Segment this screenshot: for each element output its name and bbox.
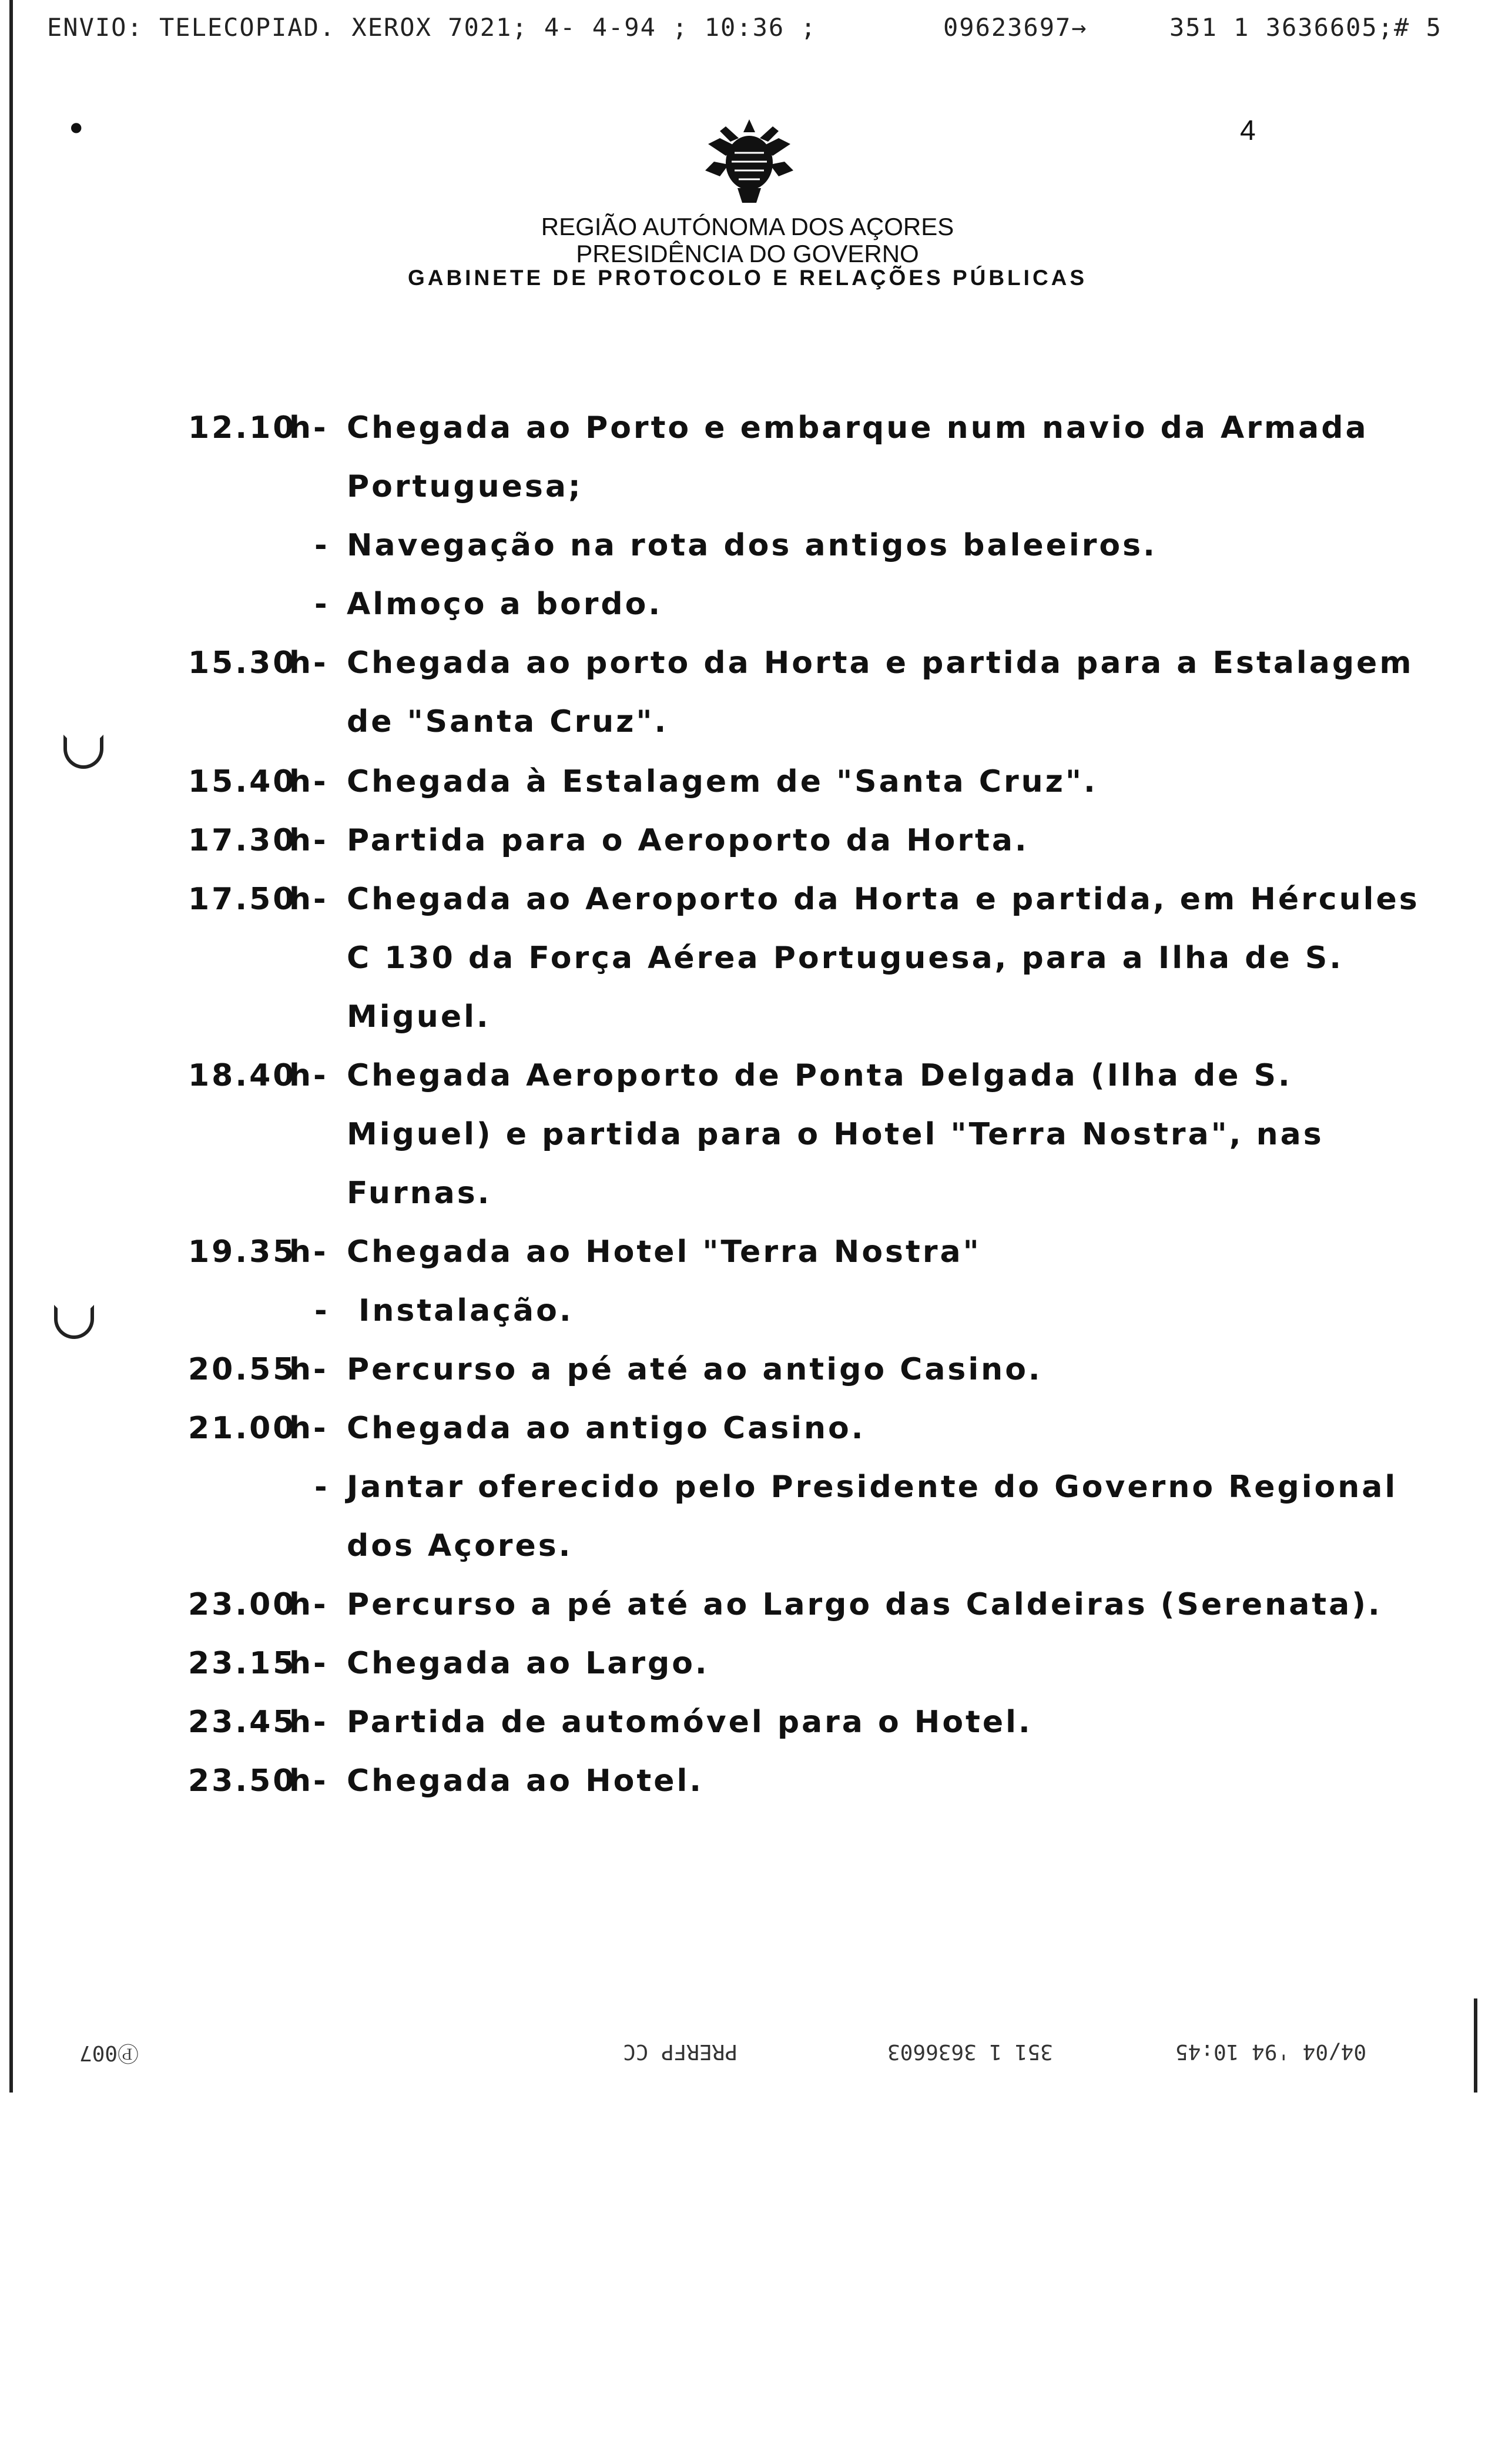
footer-date: 04/04 '94 10:45: [1175, 2040, 1367, 2064]
letterhead-presidency: PRESIDÊNCIA DO GOVERNO: [576, 240, 919, 267]
schedule-text: Chegada Aeroporto de Ponta Delgada (Ilha de S.: [347, 1058, 1292, 1093]
bullet-dash: -: [314, 528, 330, 563]
schedule-hour-marker: h-: [289, 764, 329, 799]
schedule-text: Percurso a pé até ao antigo Casino.: [347, 1352, 1043, 1387]
schedule-time: 12.10: [188, 410, 297, 446]
left-binding-line: [9, 0, 13, 2093]
bullet-dash: -: [314, 1293, 330, 1328]
schedule-hour-marker: h-: [289, 1705, 329, 1740]
schedule-time: 15.40: [188, 764, 297, 799]
schedule-text: Chegada à Estalagem de "Santa Cruz".: [347, 764, 1098, 799]
schedule-text: Chegada ao Porto e embarque num navio da Armada: [347, 410, 1369, 446]
schedule-text: de "Santa Cruz".: [347, 704, 669, 739]
schedule-text: dos Açores.: [347, 1528, 573, 1564]
schedule-time: 18.40: [188, 1058, 297, 1093]
schedule-hour-marker: h-: [289, 1234, 329, 1270]
schedule-text: Miguel) e partida para o Hotel "Terra Nostra", nas: [347, 1117, 1324, 1152]
letterhead-region: REGIÃO AUTÓNOMA DOS AÇORES: [541, 213, 954, 240]
schedule-text: Percurso a pé até ao Largo das Caldeiras (Serenata).: [347, 1587, 1382, 1622]
schedule-time: 20.55: [188, 1352, 297, 1387]
schedule-text: Furnas.: [347, 1176, 492, 1211]
schedule-hour-marker: h-: [289, 823, 329, 858]
schedule-text: Chegada ao antigo Casino.: [347, 1411, 866, 1446]
schedule-text: Chegada ao porto da Horta e partida para a Estalagem: [347, 645, 1414, 681]
schedule-text: Almoço a bordo.: [347, 587, 663, 622]
schedule-text: Partida de automóvel para o Hotel.: [347, 1705, 1033, 1740]
schedule-time: 23.50: [188, 1763, 297, 1799]
footer-sender: PRERFP CC: [623, 2040, 738, 2064]
schedule-text: Portuguesa;: [347, 469, 583, 504]
schedule-text: Miguel.: [347, 999, 491, 1035]
schedule-text: Instalação.: [358, 1293, 574, 1328]
footer-phone: 351 1 3636603: [887, 2040, 1053, 2064]
schedule-time: 23.00: [188, 1587, 297, 1622]
footer-page-code: Ⓟ007: [79, 2041, 139, 2065]
punch-hole-mark: [54, 1305, 94, 1339]
schedule-hour-marker: h-: [289, 410, 329, 446]
fax-header-number: 09623697→: [943, 13, 1088, 42]
schedule-text: Partida para o Aeroporto da Horta.: [347, 823, 1029, 858]
schedule-hour-marker: h-: [289, 1058, 329, 1093]
fax-header-left: ENVIO: TELECOPIAD. XEROX 7021; 4- 4-94 ; 10:36 ;: [47, 13, 817, 42]
page-number: 4: [1240, 115, 1256, 146]
bullet-dash: -: [314, 1469, 330, 1505]
schedule-hour-marker: h-: [289, 1763, 329, 1799]
schedule-time: 23.45: [188, 1705, 297, 1740]
schedule-hour-marker: h-: [289, 1352, 329, 1387]
bullet-dash: -: [314, 587, 330, 622]
schedule-time: 17.30: [188, 823, 297, 858]
schedule-hour-marker: h-: [289, 1587, 329, 1622]
schedule-time: 23.15: [188, 1646, 297, 1681]
schedule-time: 21.00: [188, 1411, 297, 1446]
schedule-text: Chegada ao Hotel "Terra Nostra": [347, 1234, 981, 1270]
right-binding-line: [1474, 1998, 1477, 2093]
schedule-text: Chegada ao Aeroporto da Horta e partida, em Hércules: [347, 882, 1420, 917]
schedule-time: 17.50: [188, 882, 297, 917]
schedule-text: C 130 da Força Aérea Portuguesa, para a Ilha de S.: [347, 940, 1344, 976]
schedule-hour-marker: h-: [289, 1411, 329, 1446]
schedule-text: Jantar oferecido pelo Presidente do Governo Regional: [347, 1469, 1398, 1505]
schedule-text: Chegada ao Largo.: [347, 1646, 709, 1681]
dot-mark: •: [66, 109, 87, 150]
schedule-text: Navegação na rota dos antigos baleeiros.: [347, 528, 1157, 563]
punch-hole-mark: [63, 735, 103, 769]
schedule-hour-marker: h-: [289, 1646, 329, 1681]
coat-of-arms-icon: [702, 115, 796, 209]
schedule-time: 15.30: [188, 645, 297, 681]
schedule-text: Chegada ao Hotel.: [347, 1763, 704, 1799]
letterhead-cabinet: GABINETE DE PROTOCOLO E RELAÇÕES PÚBLICAS: [407, 266, 1088, 290]
schedule-hour-marker: h-: [289, 645, 329, 681]
schedule-hour-marker: h-: [289, 882, 329, 917]
fax-header-right: 351 1 3636605;# 5: [1169, 13, 1442, 42]
schedule-time: 19.35: [188, 1234, 297, 1270]
